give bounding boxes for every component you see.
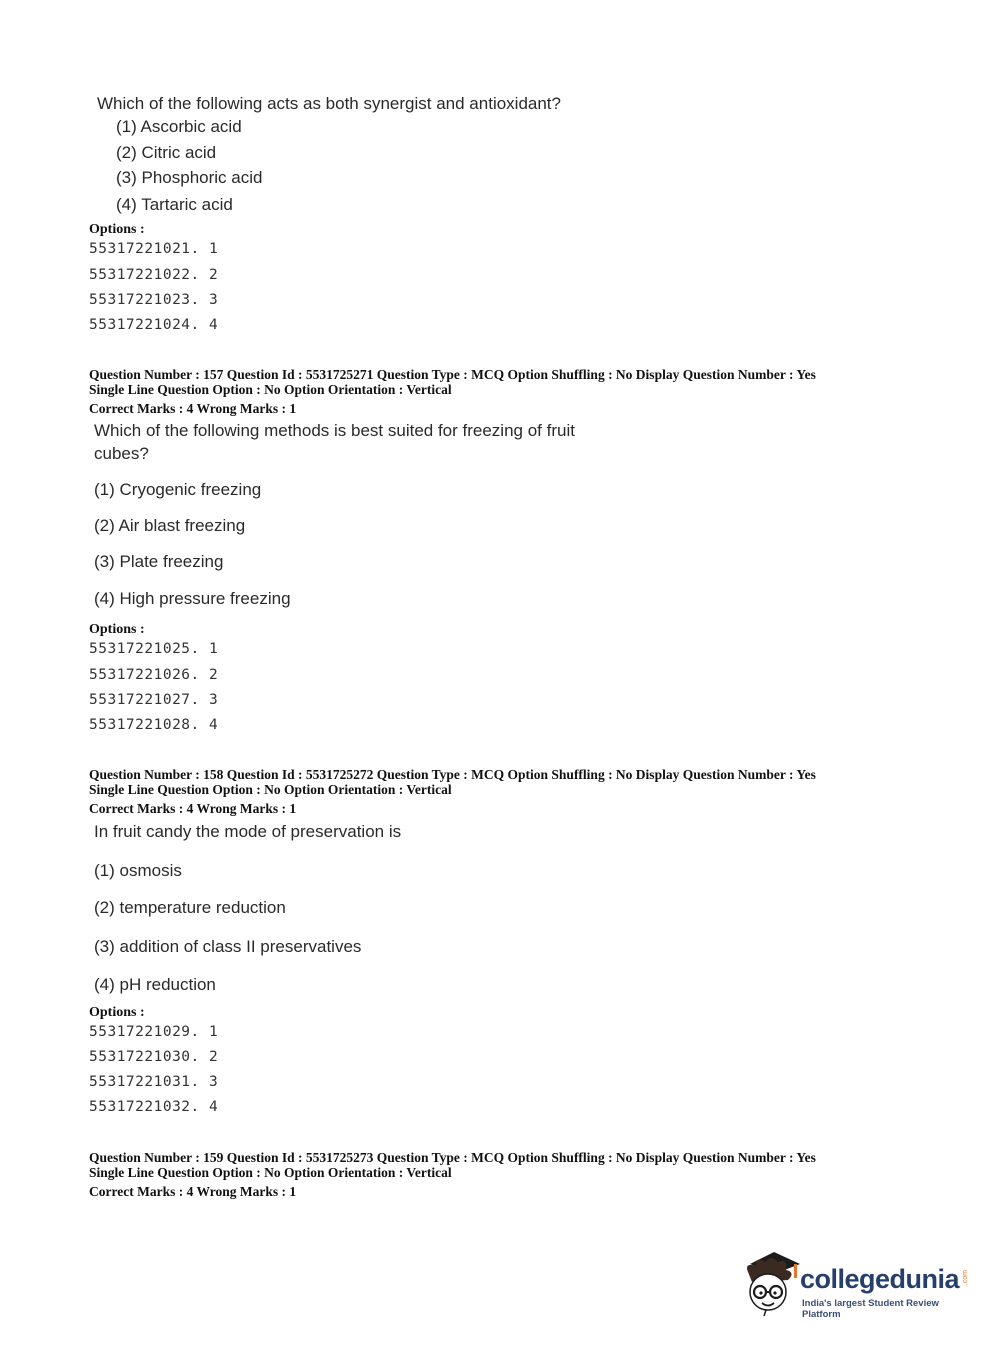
answer-choice: (1) osmosis	[94, 861, 182, 880]
option-code: 55317221032. 4	[89, 1099, 219, 1115]
option-code: 55317221024. 4	[89, 317, 219, 333]
answer-choice: (2) temperature reduction	[94, 898, 286, 917]
option-code: 55317221027. 3	[89, 692, 219, 708]
option-code: 55317221030. 2	[89, 1049, 219, 1065]
options-label: Options :	[89, 1005, 145, 1020]
options-label: Options :	[89, 622, 145, 637]
answer-choice: (4) pH reduction	[94, 975, 216, 994]
answer-choice: (1) Ascorbic acid	[116, 117, 242, 136]
question-meta-line: Single Line Question Option : No Option Orientation : Vertical	[89, 382, 452, 397]
logo-domain-suffix: .com	[962, 1270, 969, 1286]
option-code: 55317221029. 1	[89, 1024, 219, 1040]
question-meta-line: Question Number : 158 Question Id : 5531725272 Question Type : MCQ Option Shuffling : No Display Question Number : Yes	[89, 767, 816, 782]
options-label: Options :	[89, 222, 145, 237]
answer-choice: (3) Plate freezing	[94, 552, 224, 571]
question-text: Which of the following acts as both synergist and antioxidant?	[97, 94, 561, 113]
option-code: 55317221028. 4	[89, 717, 219, 733]
option-code: 55317221031. 3	[89, 1074, 219, 1090]
question-marks: Correct Marks : 4 Wrong Marks : 1	[89, 801, 297, 816]
question-text: Which of the following methods is best suited for freezing of fruit	[94, 421, 575, 440]
collegedunia-logo	[742, 1248, 972, 1318]
option-code: 55317221026. 2	[89, 667, 219, 683]
option-code: 55317221021. 1	[89, 241, 219, 257]
question-marks: Correct Marks : 4 Wrong Marks : 1	[89, 401, 297, 416]
question-marks: Correct Marks : 4 Wrong Marks : 1	[89, 1184, 297, 1199]
question-text: cubes?	[94, 444, 149, 463]
answer-choice: (2) Air blast freezing	[94, 516, 246, 535]
answer-choice: (3) Phosphoric acid	[116, 168, 263, 187]
answer-choice: (1) Cryogenic freezing	[94, 480, 262, 499]
mascot-icon	[742, 1248, 802, 1318]
answer-choice: (4) High pressure freezing	[94, 589, 291, 608]
option-code: 55317221025. 1	[89, 641, 219, 657]
answer-choice: (3) addition of class II preservatives	[94, 937, 362, 956]
logo-wordmark: collegedunia	[800, 1264, 960, 1294]
question-meta-line: Single Line Question Option : No Option Orientation : Vertical	[89, 782, 452, 797]
question-meta-line: Question Number : 157 Question Id : 5531725271 Question Type : MCQ Option Shuffling : No Display Question Number : Yes	[89, 367, 816, 382]
option-code: 55317221022. 2	[89, 267, 219, 283]
question-text: In fruit candy the mode of preservation is	[94, 822, 402, 841]
question-meta-line: Single Line Question Option : No Option Orientation : Vertical	[89, 1165, 452, 1180]
option-code: 55317221023. 3	[89, 292, 219, 308]
question-meta-line: Question Number : 159 Question Id : 5531725273 Question Type : MCQ Option Shuffling : No Display Question Number : Yes	[89, 1150, 816, 1165]
answer-choice: (2) Citric acid	[116, 143, 217, 162]
answer-choice: (4) Tartaric acid	[116, 195, 233, 214]
logo-tagline: India's largest Student Review Platform	[802, 1298, 939, 1320]
